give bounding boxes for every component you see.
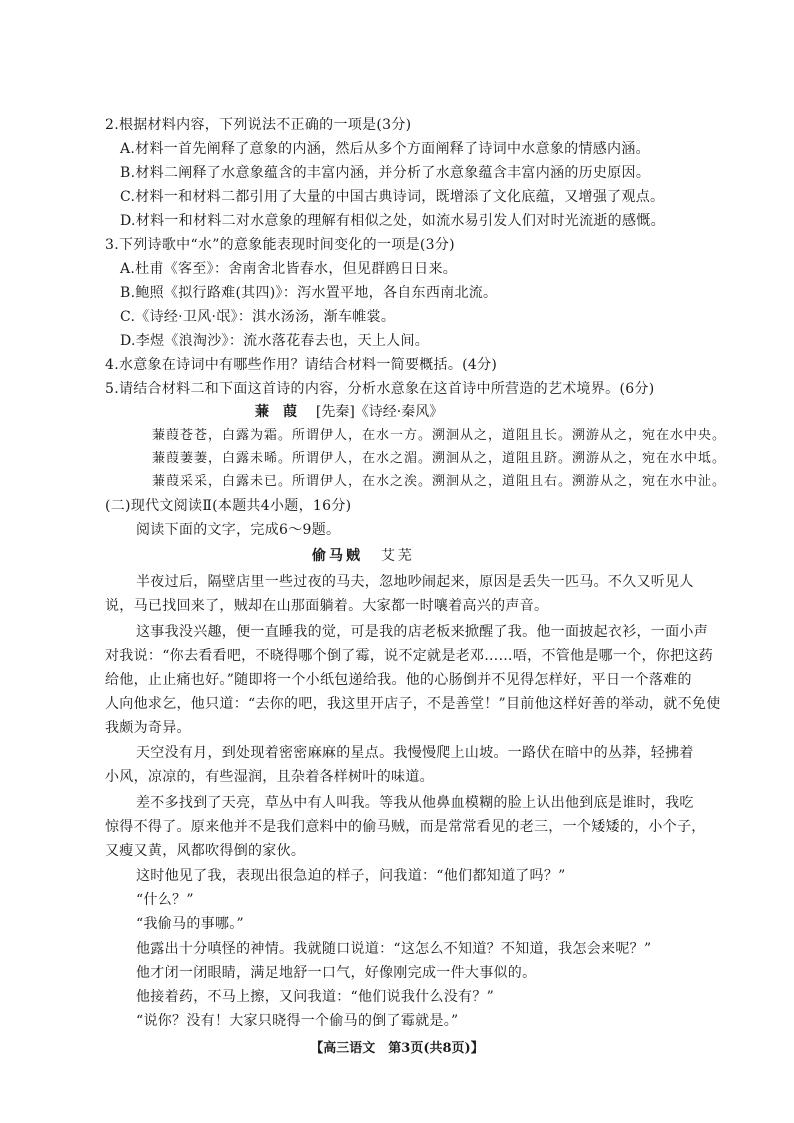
question-2-option-a: A.材料一首先阐释了意象的内涵，然后从多个方面阐释了诗词中水意象的情感内涵。: [120, 141, 650, 157]
question-5-stem: 5.请结合材料二和下面这首诗的内容，分析水意象在这首诗中所营造的艺术境界。(6分): [105, 381, 655, 397]
story-line: 又瘦又黄，风都吹得倒的家伙。: [105, 843, 306, 859]
story-line: “我偷马的事哪。”: [136, 916, 245, 932]
question-3-option-a: A.杜甫《客至》：舍南舍北皆春水，但见群鸥日日来。: [120, 261, 458, 277]
question-2-option-b: B.材料二阐释了水意象蕴含的丰富内涵，并分析了水意象蕴含丰富内涵的历史原因。: [120, 165, 651, 181]
section-instruction: 阅读下面的文字，完成6～9题。: [136, 522, 341, 538]
story-line: 天空没有月，到处现着密密麻麻的星点。我慢慢爬上山坡。一路伏在暗中的丛莽，轻拂着: [136, 745, 694, 761]
story-title-block: [312, 546, 415, 566]
question-3-option-d: D.李煜《浪淘沙》：流水落花春去也，天上人间。: [120, 333, 430, 349]
story-line: 惊得不得了。原来他并不是我们意料中的偷马贼，而是常常看见的老三，一个矮矮的，小个子，: [105, 819, 706, 835]
story-line: 这时他见了我，表现出很急迫的样子，问我道：“他们都知道了吗？”: [136, 868, 566, 884]
question-2-stem: 2.根据材料内容，下列说法不正确的一项是(3分): [105, 117, 412, 133]
question-2-option-c: C.材料一和材料二都引用了大量的中国古典诗词，既增添了文化底蕴，又增强了观点。: [120, 189, 665, 205]
story-line: 给他，止止痛也好。”随即将一个小纸包递给我。他的心肠倒并不见得怎样好，平日一个落难的: [105, 672, 692, 688]
poem-line: 蒹葭苍苍，白露为霜。所谓伊人，在水一方。溯洄从之，道阻且长。溯游从之，宛在水中央。: [152, 428, 727, 443]
poem-title: 蒹 葭: [255, 404, 297, 420]
story-line: 说，马已找回来了，贼却在山那面躺着。大家都一时嚷着高兴的声音。: [105, 598, 549, 614]
question-4-stem: 4.水意象在诗词中有哪些作用？请结合材料一简要概括。(4分): [105, 357, 498, 373]
question-3-option-c: C.《诗经·卫风·氓》：淇水汤汤，渐车帷裳。: [120, 309, 396, 325]
story-line: 这事我没兴趣，便一直睡我的觉，可是我的店老板来掀醒了我。他一面披起衣衫，一面小声: [136, 624, 708, 640]
story-line: 人向他求乞，他只道：“去你的吧，我这里开店子，不是善堂！”目前他这样好善的举动，就不免使: [105, 696, 721, 712]
section-heading: (二)现代文阅读Ⅱ(本题共4小题，16分): [105, 498, 352, 514]
story-line: “什么？”: [136, 892, 194, 908]
story-line: 他才闭一闭眼睛，满足地舒一口气，好像刚完成一件大事似的。: [136, 965, 537, 981]
story-line: 我颇为奇异。: [105, 720, 191, 736]
story-line: 差不多找到了天亮，草丛中有人叫我。等我从他鼻血模糊的脸上认出他到底是谁时，我吃: [136, 795, 694, 811]
poem-line: 蒹葭萋萋，白露未晞。所谓伊人，在水之湄。溯洄从之，道阻且跻。溯游从之，宛在水中坻。: [152, 451, 727, 466]
story-line: 他露出十分嗔怪的神情。我就随口说道：“这怎么不知道？不知道，我怎会来呢？”: [136, 941, 652, 957]
story-title: 偷马贼: [312, 548, 363, 564]
poem-source: [先秦]《诗经·秦风》: [315, 404, 444, 420]
story-line: 对我说：“你去看看吧，不晓得哪个倒了霉，说不定就是老邓……唔，不管他是哪一个，你把这药: [105, 648, 714, 664]
story-author: 艾芜: [380, 548, 415, 564]
story-line: 他接着药，不马上擦，又问我道：“他们说我什么没有？”: [136, 989, 495, 1005]
poem-line: 蒹葭采采，白露未已。所谓伊人，在水之涘。溯洄从之，道阻且右。溯游从之，宛在水中沚。: [152, 474, 727, 489]
poem-title-block: [255, 402, 443, 422]
story-line: 小风，凉凉的，有些湿润，且杂着各样树叶的味道。: [105, 769, 434, 785]
question-3-stem: 3.下列诗歌中“水”的意象能表现时间变化的一项是(3分): [105, 237, 455, 253]
question-2-option-d: D.材料一和材料二对水意象的理解有相似之处，如流水易引发人们对时光流逝的感慨。: [120, 213, 665, 229]
story-line: “说你？没有！大家只晓得一个偷马的倒了霉就是。”: [136, 1013, 459, 1029]
question-3-option-b: B.鲍照《拟行路难(其四)》：泻水置平地，各自东西南北流。: [120, 285, 498, 301]
story-line: 半夜过后，隔壁店里一些过夜的马夫，忽地吵闹起来，原因是丢失一匹马。不久又听见人: [136, 574, 694, 590]
page-footer: 【高三语文 第3页(共8页)】: [310, 1041, 484, 1056]
